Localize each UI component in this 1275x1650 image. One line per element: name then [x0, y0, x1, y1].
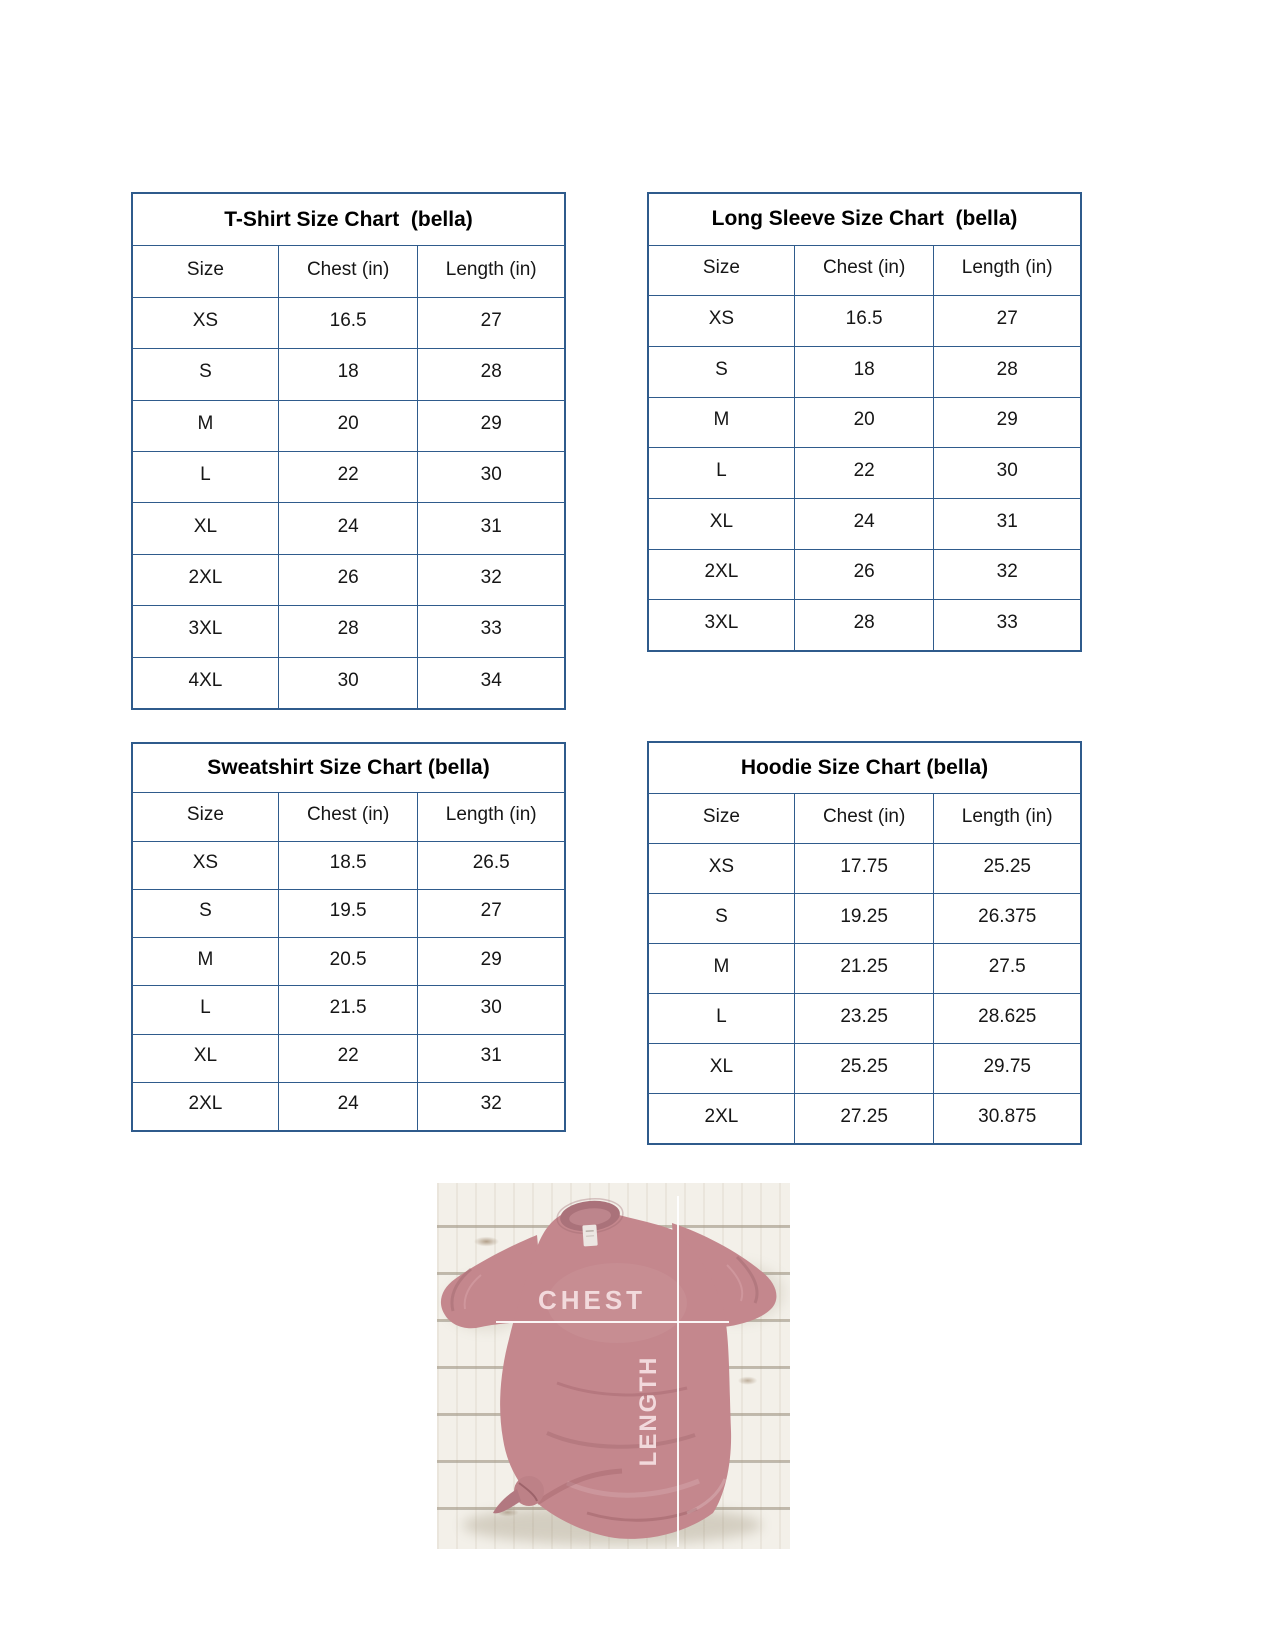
size-cell: 2XL: [188, 1093, 223, 1115]
size-cell: XS: [192, 852, 219, 874]
chest-cell: 26: [278, 555, 418, 605]
size-chart-table-hoodie: [647, 741, 1082, 1145]
length-cell: 33: [933, 600, 1080, 650]
size-cell: XS: [192, 309, 219, 331]
size-cell: L: [200, 464, 211, 486]
column-header-chest-cell: Chest (in): [794, 246, 934, 296]
table-row: [649, 843, 1080, 893]
table-row: [133, 451, 564, 502]
column-header-chest-cell: Chest (in): [794, 794, 934, 843]
chest-cell: 27.25: [794, 1094, 934, 1143]
table-row: [133, 1034, 564, 1082]
table-row: [649, 1043, 1080, 1093]
size-cell: 2XL: [704, 561, 739, 583]
length-cell: 29.75: [933, 1044, 1080, 1093]
length-cell: 28: [933, 347, 1080, 397]
chest-cell: 26: [794, 550, 934, 600]
size-cell: L: [716, 460, 727, 482]
column-header-length-cell: Length (in): [933, 794, 1080, 843]
chest-cell: 24: [794, 499, 934, 549]
table-row: [649, 346, 1080, 397]
chest-cell: 22: [278, 452, 418, 502]
table-row: [649, 447, 1080, 498]
table-row: [133, 297, 564, 348]
length-measure-line: [677, 1196, 679, 1547]
length-label: LENGTH: [635, 1355, 662, 1467]
size-cell: L: [200, 996, 211, 1018]
table-row: [649, 498, 1080, 549]
size-chart-table-tshirt: [131, 192, 566, 710]
length-cell: 26.375: [933, 894, 1080, 943]
size-cell: XS: [708, 308, 735, 330]
length-cell: 31: [417, 1035, 564, 1082]
size-cell: 3XL: [704, 612, 739, 634]
chest-cell: 16.5: [794, 296, 934, 346]
column-header-chest-cell: Chest (in): [278, 793, 418, 840]
chest-cell: 28: [278, 606, 418, 656]
length-cell: 32: [417, 555, 564, 605]
tshirt-illustration: [437, 1183, 790, 1549]
table-row: [649, 943, 1080, 993]
length-cell: 32: [417, 1083, 564, 1130]
length-cell: 29: [417, 401, 564, 451]
size-cell: M: [713, 955, 730, 977]
table-row: [649, 599, 1080, 650]
size-cell: M: [197, 948, 214, 970]
size-cell: 4XL: [188, 669, 223, 691]
chest-cell: 19.5: [278, 890, 418, 937]
table-header-row: [133, 245, 564, 296]
table-row: [133, 605, 564, 656]
size-cell: L: [716, 1005, 727, 1027]
column-header-length-cell: Length (in): [933, 246, 1080, 296]
size-chart-table-sweatshirt: [131, 742, 566, 1132]
length-cell: 30: [933, 448, 1080, 498]
chest-cell: 22: [794, 448, 934, 498]
table-title-tshirt: T-Shirt Size Chart (bella): [224, 207, 473, 231]
chest-cell: 23.25: [794, 994, 934, 1043]
length-cell: 31: [933, 499, 1080, 549]
length-cell: 27.5: [933, 944, 1080, 993]
length-cell: 29: [933, 398, 1080, 448]
length-cell: 27: [417, 298, 564, 348]
size-cell: XS: [708, 855, 735, 877]
table-row: [133, 502, 564, 553]
chest-cell: 21.25: [794, 944, 934, 993]
table-title-sweatshirt: Sweatshirt Size Chart (bella): [207, 756, 490, 780]
length-cell: 31: [417, 503, 564, 553]
size-cell: XL: [193, 1045, 218, 1067]
size-cell: 2XL: [188, 566, 223, 588]
table-header-row: [649, 793, 1080, 843]
table-row: [649, 397, 1080, 448]
table-row: [133, 985, 564, 1033]
length-cell: 30: [417, 986, 564, 1033]
column-header-chest-cell: Chest (in): [278, 246, 418, 296]
length-cell: 27: [933, 296, 1080, 346]
length-cell: 28: [417, 349, 564, 399]
chest-cell: 20: [794, 398, 934, 448]
chest-cell: 25.25: [794, 1044, 934, 1093]
column-header-size-cell: Size: [702, 805, 740, 827]
size-cell: M: [713, 409, 730, 431]
length-cell: 25.25: [933, 844, 1080, 893]
table-row: [133, 1082, 564, 1130]
size-cell: XL: [193, 515, 218, 537]
size-cell: XL: [709, 1055, 734, 1077]
length-cell: 30.875: [933, 1094, 1080, 1143]
table-row: [649, 295, 1080, 346]
chest-cell: 28: [794, 600, 934, 650]
table-title-longsleeve: Long Sleeve Size Chart (bella): [711, 207, 1018, 231]
chest-cell: 18.5: [278, 842, 418, 889]
length-cell: 28.625: [933, 994, 1080, 1043]
column-header-size-cell: Size: [702, 257, 740, 279]
column-header-length-cell: Length (in): [417, 246, 564, 296]
table-row: [133, 554, 564, 605]
table-row: [133, 657, 564, 708]
chest-measure-line: [496, 1321, 729, 1323]
chest-cell: 20.5: [278, 938, 418, 985]
size-chart-table-longsleeve: [647, 192, 1082, 652]
chest-cell: 30: [278, 658, 418, 708]
size-cell: 3XL: [188, 618, 223, 640]
table-row: [133, 889, 564, 937]
table-row: [649, 993, 1080, 1043]
length-cell: 34: [417, 658, 564, 708]
size-cell: S: [715, 905, 728, 927]
chest-cell: 18: [278, 349, 418, 399]
table-header-row: [133, 792, 564, 840]
chest-label: CHEST: [537, 1285, 647, 1315]
table-row: [649, 893, 1080, 943]
size-cell: S: [715, 358, 728, 380]
length-cell: 30: [417, 452, 564, 502]
size-cell: S: [199, 900, 212, 922]
table-row: [133, 841, 564, 889]
table-header-row: [649, 245, 1080, 296]
chest-cell: 24: [278, 1083, 418, 1130]
chest-cell: 18: [794, 347, 934, 397]
size-cell: XL: [709, 510, 734, 532]
chest-cell: 20: [278, 401, 418, 451]
length-cell: 27: [417, 890, 564, 937]
chest-cell: 24: [278, 503, 418, 553]
table-title-hoodie: Hoodie Size Chart (bella): [740, 756, 989, 779]
table-row: [649, 549, 1080, 600]
length-cell: 33: [417, 606, 564, 656]
length-cell: 29: [417, 938, 564, 985]
measurement-guide-photo: [437, 1183, 790, 1549]
chest-cell: 17.75: [794, 844, 934, 893]
chest-cell: 21.5: [278, 986, 418, 1033]
size-cell: S: [199, 361, 212, 383]
chest-cell: 22: [278, 1035, 418, 1082]
column-header-size-cell: Size: [186, 803, 224, 825]
chest-cell: 19.25: [794, 894, 934, 943]
column-header-size-cell: Size: [186, 258, 224, 280]
size-cell: M: [197, 412, 214, 434]
table-row: [133, 937, 564, 985]
length-cell: 26.5: [417, 842, 564, 889]
size-cell: 2XL: [704, 1105, 739, 1127]
column-header-length-cell: Length (in): [417, 793, 564, 840]
length-cell: 32: [933, 550, 1080, 600]
table-row: [133, 400, 564, 451]
chest-cell: 16.5: [278, 298, 418, 348]
table-row: [133, 348, 564, 399]
table-row: [649, 1093, 1080, 1143]
